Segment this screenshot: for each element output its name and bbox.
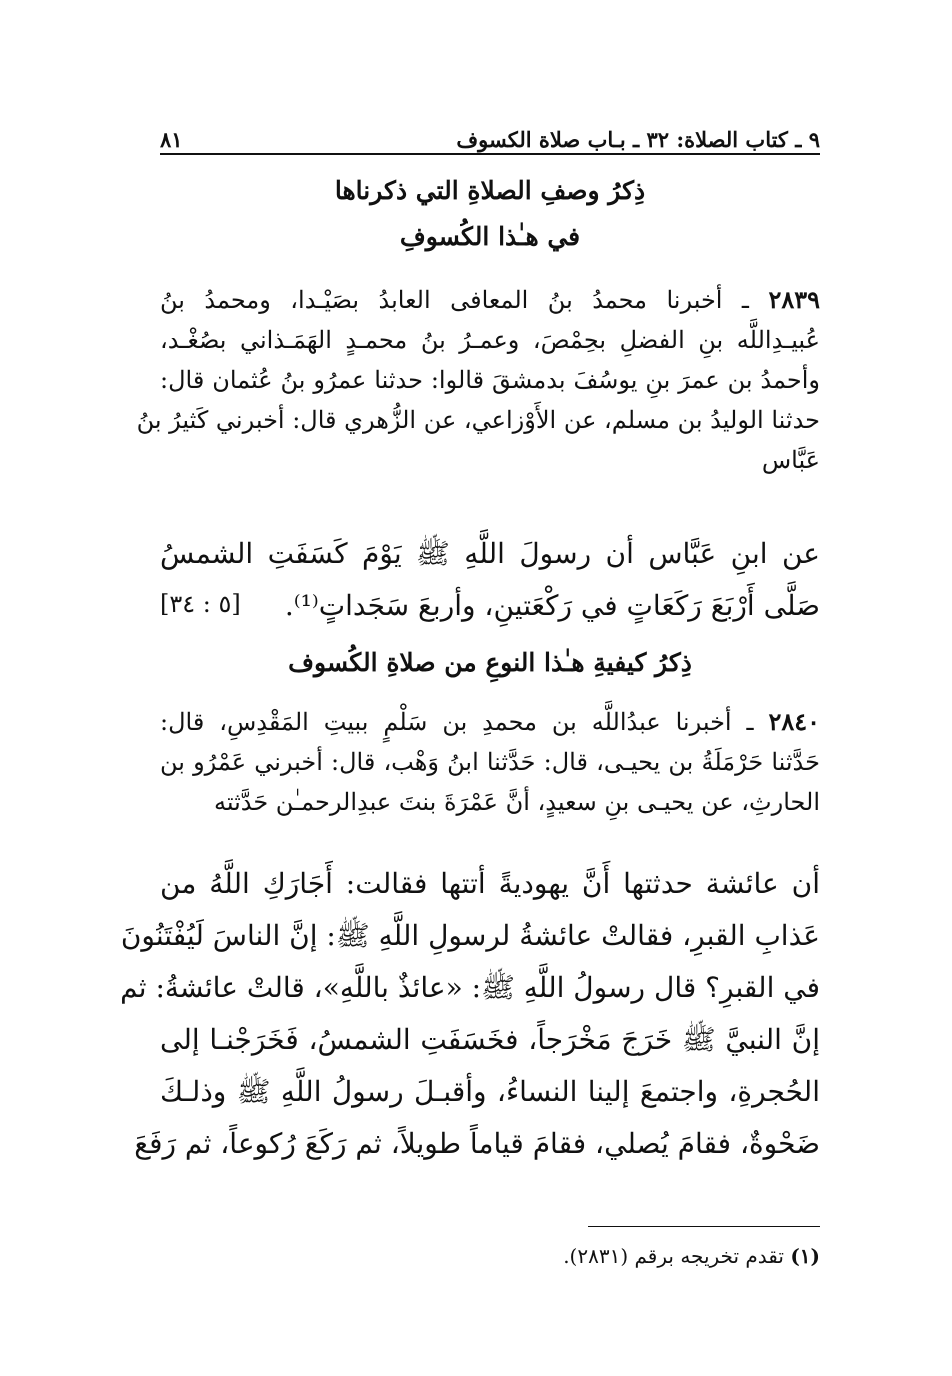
hadith-2839-matn [160,528,820,632]
hadith-number: ٢٨٤٠ [768,707,820,736]
hadith-reference: [٥ : ٣٤] [160,590,241,618]
text-line: عُبيـدِاللَّه بنِ الفضلِ بحِمْصَ، وعمـرُ بنُ محمـدٍ الهَمَـذاني بصُغْـد، [160,326,820,354]
footnote-marker: (١) [790,1244,820,1268]
text-line: عَبَّاس [761,446,820,474]
section-title-1-line-1: ذِكرُ وصفِ الصلاةِ التي ذكرناها [334,176,646,205]
footnote-rule [588,1226,820,1227]
text-line: في القبرِ؟ قال رسولُ اللَّهِ ﷺ: «عائذٌ باللَّهِ»، قالتْ عائشةُ: ثم [120,971,820,1004]
text-line: عَذابِ القبرِ، فقالتْ عائشةُ لرسولِ اللَّهِ ﷺ: إنَّ الناسَ لَيُفْتَنُونَ [120,919,820,952]
section-title-1-line-2: في هـٰذا الكُسوفِ [399,222,581,251]
section-title-2: ذِكرُ كيفيةِ هـٰذا النوعِ من صلاةِ الكُسوف [288,648,692,677]
text-line: حدثنا الوليدُ بن مسلم، عن الأَوْزاعي، عن الزُّهري قال: أخبرني كَثيرُ بنُ [136,406,820,434]
header-rule [160,153,820,155]
text-line: إنَّ النبيَّ ﷺ خَرَجَ مَخْرَجاً، فخَسَفَتِ الشمسُ، فَخَرَجْنـا إلى [160,1023,820,1056]
text-line: صَلَّى أَرْبَعَ رَكَعَاتٍ في رَكْعَتينِ، وأربعَ سَجَداتٍ⁽¹⁾. [284,589,820,622]
page-number: ٨١ [160,127,183,152]
running-header [160,112,820,152]
text-line: حَدَّثنا حَرْمَلَةُ بن يحيـى، قال: حَدَّثنا ابنُ وَهْب، قال: أخبرني عَمْرُو بن [160,748,820,776]
hadith-2840-matn [120,858,820,1170]
hadith-number: ٢٨٣٩ [768,285,820,314]
footnote-text: تقدم تخريجه برقم (٢٨٣١). [563,1244,784,1268]
text-line: الحُجرةِ، واجتمعَ إلينا النساءُ، وأقبـلَ رسولُ اللَّهِ ﷺ وذلـكَ [160,1075,820,1108]
text-line: ضَحْوةٌ، فقامَ يُصلي، فقامَ قياماً طويلاً، ثم رَكَعَ رُكوعاً، ثم رَفَعَ [134,1127,820,1160]
text-line: ٢٨٣٩ ـ أخبرنا محمدُ بنُ المعافى العابدُ بصَيْـدا، ومحمدُ بنُ [160,285,820,314]
hadith-2839-isnad [136,280,820,480]
text-line: أن عائشة حدثتها أَنَّ يهوديةً أتتها فقالت: أَجَارَكِ اللَّهُ من [160,867,820,900]
running-title: ٩ ـ كتاب الصلاة: ٣٢ ـ بـاب صلاة الكسوف [456,127,820,152]
footnote [160,1244,820,1268]
text-line: وأحمدُ بن عمرَ بنِ يوسُفَ بدمشقَ قالوا: حدثنا عمرُو بنُ عُثمان قال: [160,366,820,394]
text-line: ٢٨٤٠ ـ أخبرنا عبدُاللَّه بن محمدِ بن سَلْمٍ ببيتِ المَقْدِسِ، قال: [160,707,820,736]
text-line: عن ابنِ عَبَّاس أن رسولَ اللَّهِ ﷺ يَوْمَ كَسَفَتِ الشمسُ [160,537,820,570]
text-line: الحارثِ، عن يحيـى بنِ سعيدٍ، أنَّ عَمْرَةَ بنتَ عبدِالرحمـٰن حَدَّثته [213,788,820,816]
hadith-2840-isnad [160,702,820,822]
